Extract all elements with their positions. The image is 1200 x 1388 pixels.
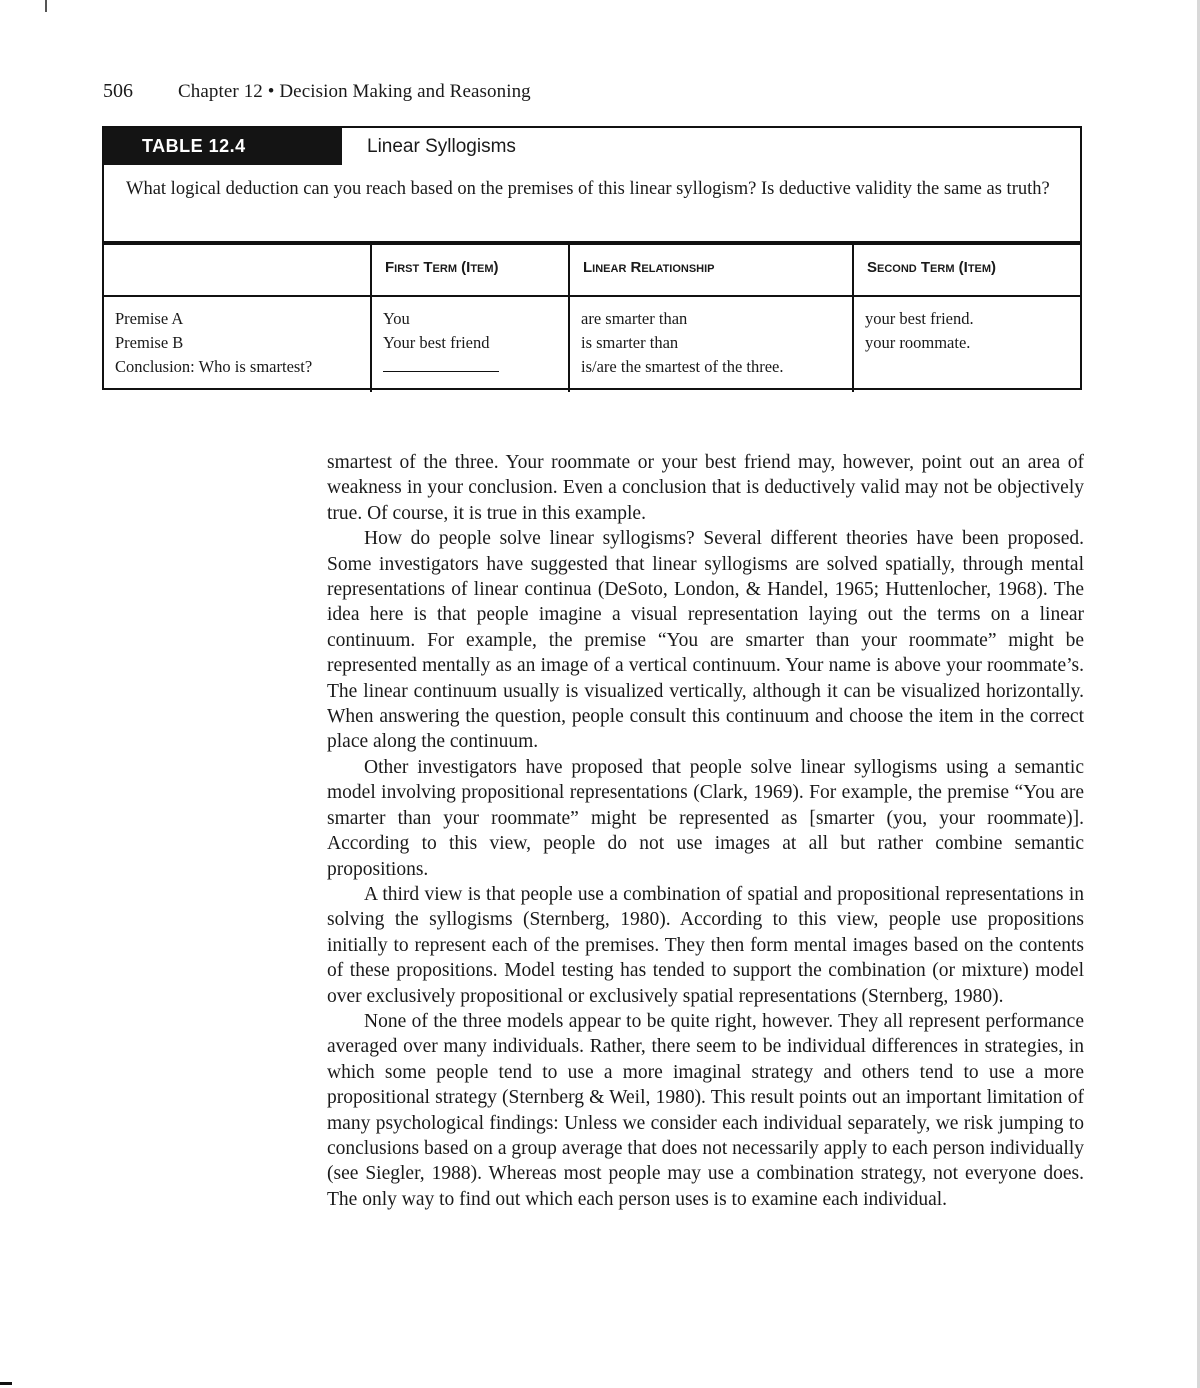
relation-column (570, 297, 854, 392)
row-label: Premise B (115, 333, 184, 352)
column-header-linear-relationship: Linear Relationship (570, 245, 854, 295)
paragraph: How do people solve linear syllogisms? Several different theories have been proposed. Some investigators have suggested that linear syllogisms are solved spatially, through mental representations of linear continua (DeSoto, London, & Handel, 1965; Huttenlocher, 1968). The idea here is that people imagine a visual representation laying out the terms on a linear continuum. For example, the premise “You are smarter than your roommate” might be represented mentally as an image of a vertical continuum. Your name is above your roommate’s. The linear continuum usually is visualized vertically, although it can be visualized horizontally. When answering the question, people consult this continuum and choose the item in the correct place along the continuum. (327, 528, 1084, 753)
first-term-cell: Your best friend (383, 333, 490, 352)
answer-blank (383, 357, 499, 372)
syllogism-table (102, 126, 1082, 390)
paragraph: A third view is that people use a combination of spatial and propositional representations in solving the syllogisms (Sternberg, 1980). According to this view, people use propositions initially to represent each of the premises. They then form mental images based on the contents of these propositions. Model testing has tended to support the combination (or mixture) model over exclusively propositional or exclusively spatial representations (Sternberg, 1980). (327, 883, 1084, 1007)
relation-cell: are smarter than (581, 309, 688, 328)
paragraph: Other investigators have proposed that people solve linear syllogisms using a semantic model involving propositional representations (Clark, 1969). For example, the premise “You are smarter than your roommate” might be represented as [smarter (you, your roommate)]. According to this view, people do not use images at all but rather combine semantic propositions. (327, 756, 1084, 880)
paragraph: None of the three models appear to be quite right, however. They all represent performance averaged over many individuals. Rather, there seem to be individual differences in strategies, in which some people tend to use a more imaginal strategy and others tend to use a more propositional strategy (Sternberg & Weil, 1980). This result points out an important limitation of many psychological findings: Unless we consider each individual separately, we risk jumping to conclusions based on a group average that does not necessarily apply to each person individually (see Siegler, 1988). Whereas most people may use a combination strategy, not everyone does. The only way to find out which each person uses is to examine each individual. (327, 1010, 1084, 1210)
second-term-cell: your roommate. (865, 333, 971, 352)
row-label: Conclusion: Who is smartest? (115, 357, 313, 376)
relation-cell: is/are the smartest of the three. (581, 357, 784, 376)
second-term-cell: your best friend. (865, 309, 974, 328)
body-text (327, 450, 1084, 1212)
table-header (104, 128, 1080, 165)
first-term-column (372, 297, 570, 392)
chapter-title: Chapter 12 • Decision Making and Reasoning (178, 81, 531, 102)
table-label: TABLE 12.4 (104, 128, 342, 165)
page-number: 506 (103, 80, 133, 102)
table-body (104, 297, 1080, 392)
relation-cell: is smarter than (581, 333, 679, 352)
paragraph: smartest of the three. Your roommate or your best friend may, however, point out an area of weakness in your conclusion. Even a conclusion that is deductively valid may not be objectively true. Of course, it is true in this example. (327, 452, 1084, 524)
row-label: Premise A (115, 309, 184, 328)
first-term-cell (383, 355, 568, 379)
scan-mark (45, 0, 47, 12)
row-labels-column (104, 297, 372, 392)
column-headers (104, 245, 1080, 297)
running-head (103, 80, 531, 103)
table-title: Linear Syllogisms (367, 135, 516, 157)
column-header-empty (104, 245, 372, 295)
column-header-first-term: First Term (Item) (372, 245, 570, 295)
column-header-second-term: Second Term (Item) (867, 259, 997, 276)
table-question: What logical deduction can you reach based on the premises of this linear syllogism? Is deductive validity the same as truth? (126, 179, 1050, 199)
second-term-column (854, 297, 1080, 392)
first-term-cell: You (383, 309, 410, 328)
scan-mark (0, 1382, 12, 1385)
table-grid (104, 241, 1080, 388)
